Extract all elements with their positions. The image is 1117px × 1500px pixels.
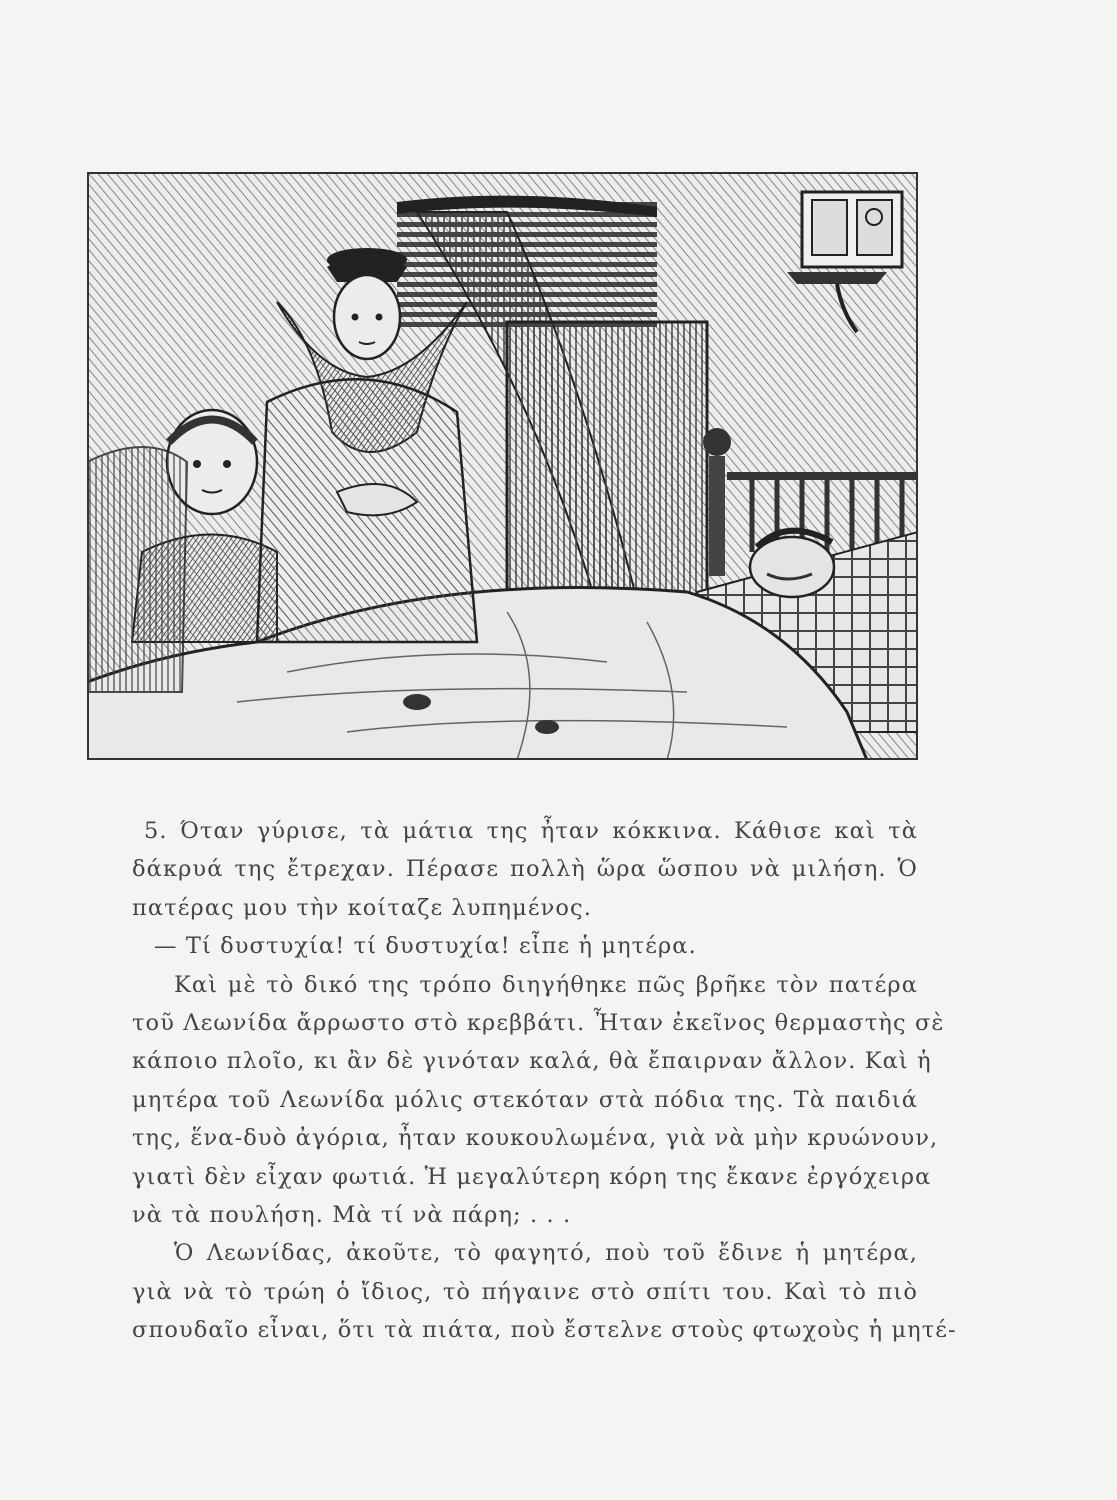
text-line: γιὰ νὰ τὸ τρώη ὁ ἴδιος, τὸ πήγαινε στὸ σπίτι του. Καὶ τὸ πιὸ <box>132 1278 918 1305</box>
wooden-door <box>507 322 707 622</box>
text-line: γιατὶ δὲν εἶχαν φωτιά. Ἡ μεγαλύτερη κόρη της ἔκανε ἐργόχειρα <box>132 1163 932 1190</box>
text-line: δάκρυά της ἔτρεχαν. Πέρασε πολλὴ ὥρα ὥσπου νὰ μιλήση. Ὁ <box>132 856 918 883</box>
text-line: τοῦ Λεωνίδα ἄρρωστο στὸ κρεββάτι. Ἦταν ἐκεῖνος θερμαστὴς σὲ <box>132 1009 945 1036</box>
body-text <box>132 812 957 1349</box>
text-line: Καὶ μὲ τὸ δικό της τρόπο διηγήθηκε πῶς βρῆκε τὸν πατέρα <box>174 971 918 998</box>
text-line: πατέρας μου τὴν κοίταζε λυπημένος. <box>132 894 592 921</box>
engraving-drawing <box>87 172 918 760</box>
text-line: σπουδαῖο εἶναι, ὅτι τὰ πιάτα, ποὺ ἔστελνε στοὺς φτωχοὺς ἡ μητέ- <box>132 1317 957 1344</box>
engraving-illustration <box>87 172 918 760</box>
text-line: 5. Όταν γύρισε, τὰ μάτια της ἦταν κόκκινα. Κάθισε καὶ τὰ <box>144 818 918 844</box>
text-line: νὰ τὰ πουλήση. Μὰ τί νὰ πάρη; . . . <box>132 1201 572 1228</box>
text-line: — Τί δυστυχία! τί δυστυχία! εἶπε ἡ μητέρα. <box>154 933 697 960</box>
text-line: Ὁ Λεωνίδας, ἀκοῦτε, τὸ φαγητό, ποὺ τοῦ ἔδινε ἡ μητέρα, <box>174 1240 918 1267</box>
text-line: της, ἕνα-δυὸ ἀγόρια, ἦταν κουκουλωμένα, γιὰ νὰ μὴν κρυώνουν, <box>132 1125 939 1152</box>
text-line: μητέρα τοῦ Λεωνίδα μόλις στεκόταν στὰ πόδια της. Τὰ παιδιά <box>132 1086 918 1113</box>
text-line: κάποιο πλοῖο, κι ἂν δὲ γινόταν καλά, θὰ ἔπαιρναν ἄλλον. Καὶ ἡ <box>132 1048 932 1075</box>
